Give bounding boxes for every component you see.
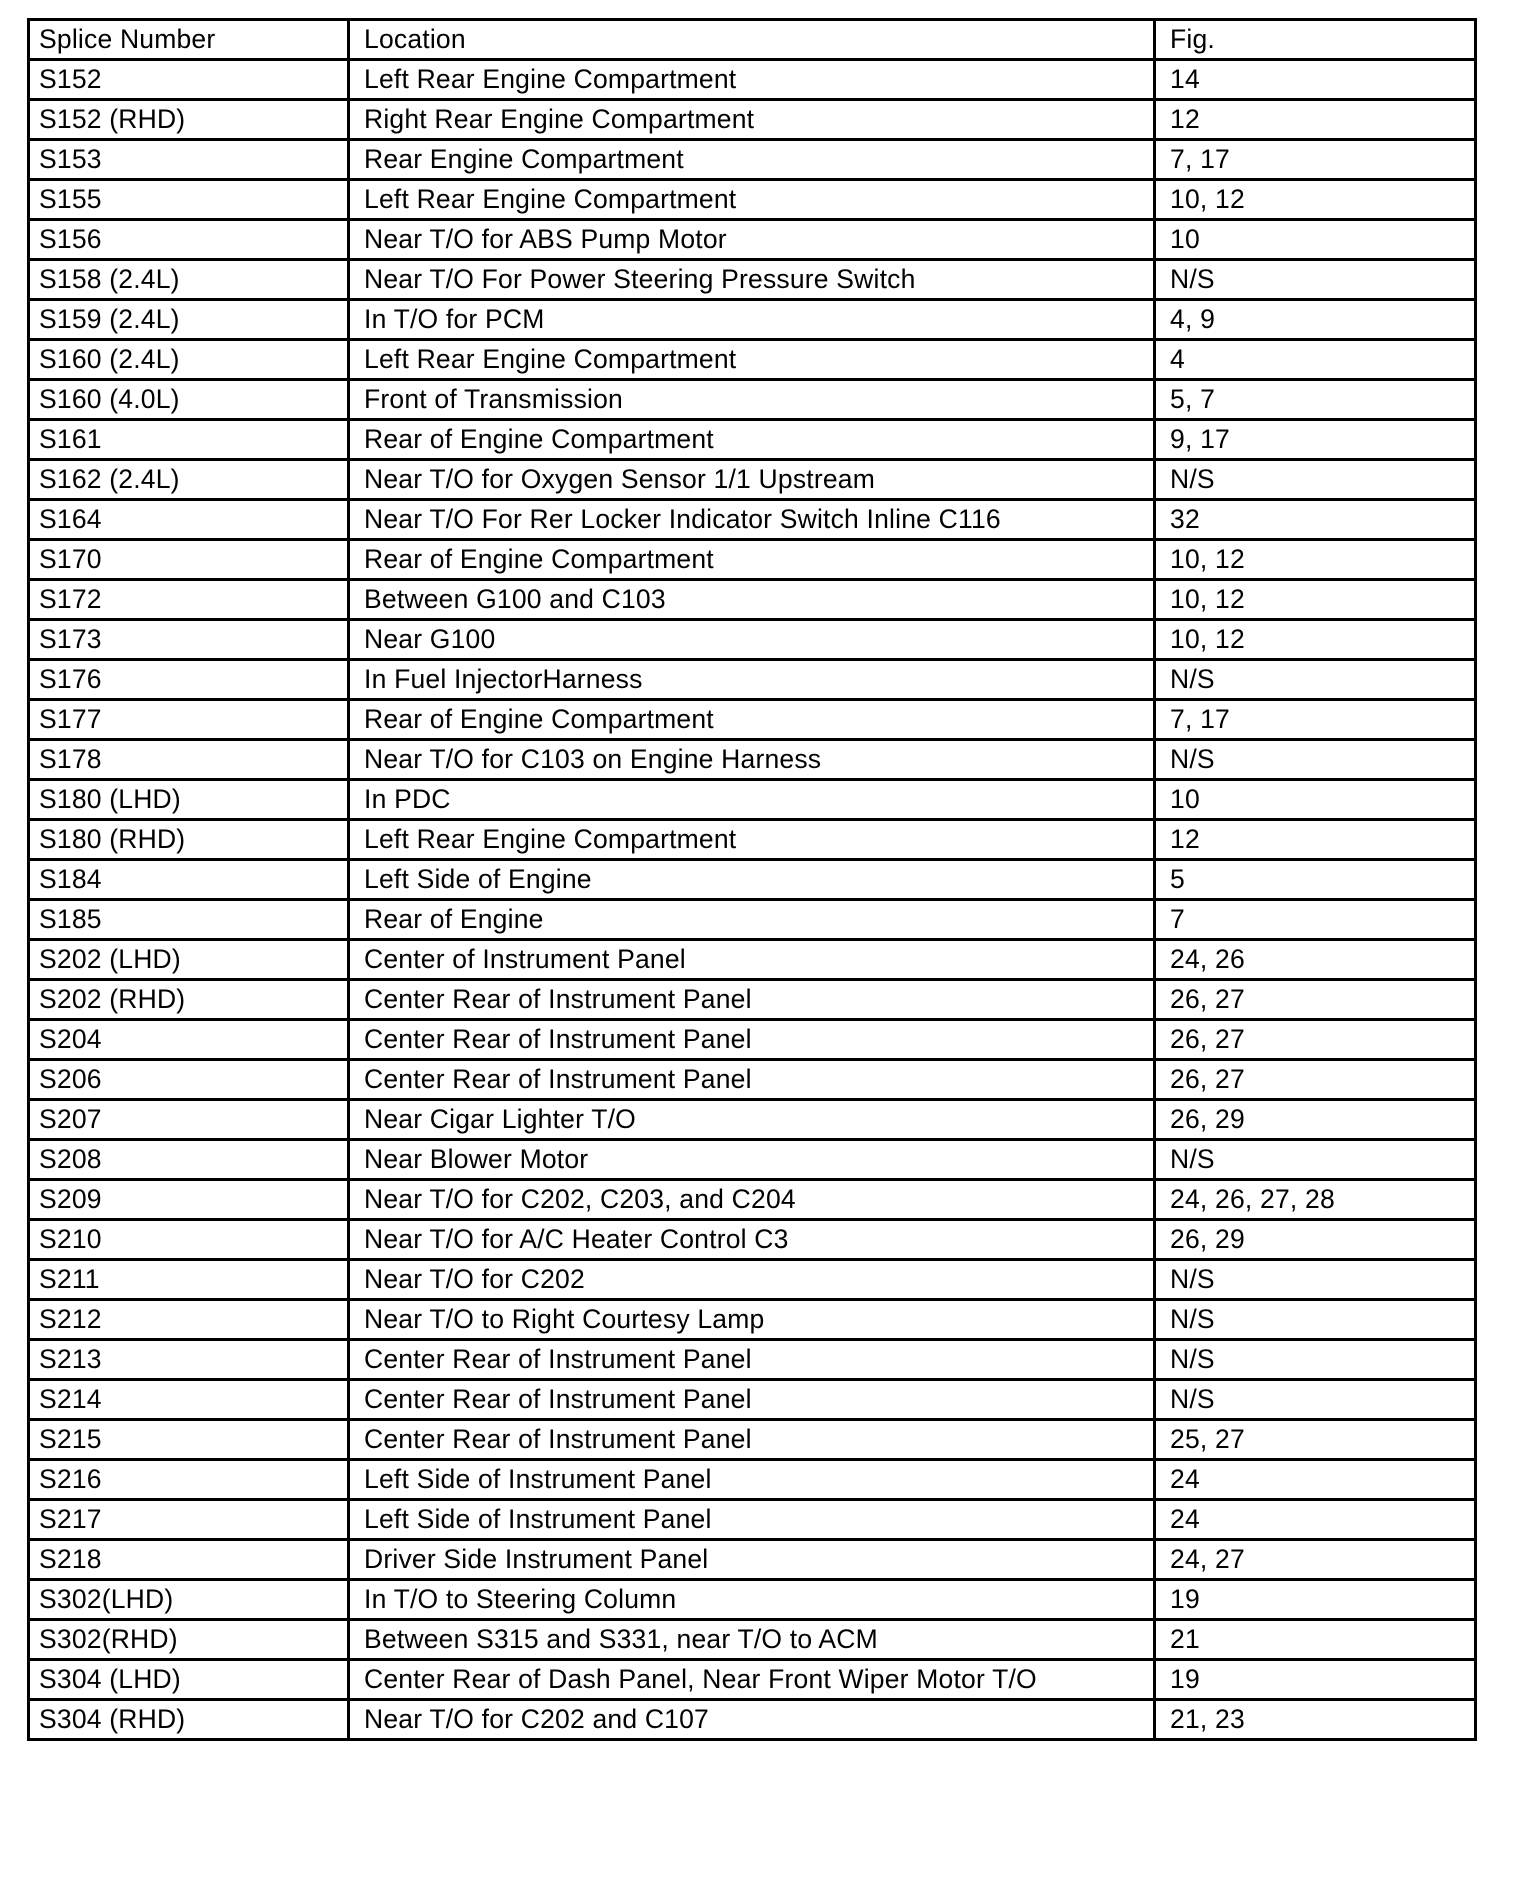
- cell-location: Near T/O for Oxygen Sensor 1/1 Upstream: [349, 460, 1155, 500]
- cell-location: Near T/O for C202 and C107: [349, 1700, 1155, 1740]
- cell-fig: 21: [1155, 1620, 1476, 1660]
- cell-fig: 12: [1155, 100, 1476, 140]
- cell-fig: 24, 26, 27, 28: [1155, 1180, 1476, 1220]
- cell-fig: 10, 12: [1155, 580, 1476, 620]
- header-splice-number: Splice Number: [29, 20, 349, 60]
- table-row: [29, 1460, 1476, 1500]
- cell-location: Center Rear of Instrument Panel: [349, 1380, 1155, 1420]
- cell-location: Near T/O for C103 on Engine Harness: [349, 740, 1155, 780]
- cell-location: Near T/O for A/C Heater Control C3: [349, 1220, 1155, 1260]
- table-row: [29, 340, 1476, 380]
- cell-location: Left Rear Engine Compartment: [349, 340, 1155, 380]
- cell-splice-number: S161: [29, 420, 349, 460]
- table-row: [29, 1620, 1476, 1660]
- cell-location: Near T/O For Rer Locker Indicator Switch Inline C116: [349, 500, 1155, 540]
- cell-splice-number: S214: [29, 1380, 349, 1420]
- cell-splice-number: S177: [29, 700, 349, 740]
- cell-location: Center Rear of Instrument Panel: [349, 1020, 1155, 1060]
- cell-location: Near T/O For Power Steering Pressure Switch: [349, 260, 1155, 300]
- cell-fig: 5, 7: [1155, 380, 1476, 420]
- cell-location: Left Rear Engine Compartment: [349, 180, 1155, 220]
- cell-fig: 10, 12: [1155, 540, 1476, 580]
- table-row: [29, 420, 1476, 460]
- table-row: [29, 1260, 1476, 1300]
- cell-location: In T/O to Steering Column: [349, 1580, 1155, 1620]
- cell-location: Front of Transmission: [349, 380, 1155, 420]
- cell-location: In Fuel InjectorHarness: [349, 660, 1155, 700]
- table-row: [29, 380, 1476, 420]
- cell-fig: 32: [1155, 500, 1476, 540]
- cell-fig: 24, 26: [1155, 940, 1476, 980]
- table-row: [29, 540, 1476, 580]
- table-row: [29, 1020, 1476, 1060]
- header-location: Location: [349, 20, 1155, 60]
- cell-fig: 7, 17: [1155, 700, 1476, 740]
- cell-splice-number: S172: [29, 580, 349, 620]
- cell-splice-number: S170: [29, 540, 349, 580]
- cell-splice-number: S184: [29, 860, 349, 900]
- cell-splice-number: S153: [29, 140, 349, 180]
- cell-location: Driver Side Instrument Panel: [349, 1540, 1155, 1580]
- cell-location: Between G100 and C103: [349, 580, 1155, 620]
- table-row: [29, 740, 1476, 780]
- table-row: [29, 660, 1476, 700]
- cell-splice-number: S162 (2.4L): [29, 460, 349, 500]
- cell-location: Rear of Engine: [349, 900, 1155, 940]
- cell-fig: 24, 27: [1155, 1540, 1476, 1580]
- cell-location: Center Rear of Instrument Panel: [349, 980, 1155, 1020]
- cell-fig: 24: [1155, 1500, 1476, 1540]
- cell-splice-number: S207: [29, 1100, 349, 1140]
- cell-fig: 10: [1155, 780, 1476, 820]
- table-row: [29, 1540, 1476, 1580]
- cell-location: Near G100: [349, 620, 1155, 660]
- cell-location: Between S315 and S331, near T/O to ACM: [349, 1620, 1155, 1660]
- cell-fig: 19: [1155, 1580, 1476, 1620]
- cell-splice-number: S152 (RHD): [29, 100, 349, 140]
- table-body: [29, 60, 1476, 1740]
- cell-splice-number: S173: [29, 620, 349, 660]
- table-row: [29, 300, 1476, 340]
- cell-location: Center Rear of Instrument Panel: [349, 1340, 1155, 1380]
- table-row: [29, 1100, 1476, 1140]
- cell-fig: 10: [1155, 220, 1476, 260]
- table-row: [29, 180, 1476, 220]
- cell-splice-number: S212: [29, 1300, 349, 1340]
- cell-splice-number: S215: [29, 1420, 349, 1460]
- cell-splice-number: S160 (2.4L): [29, 340, 349, 380]
- cell-splice-number: S302(RHD): [29, 1620, 349, 1660]
- cell-fig: 14: [1155, 60, 1476, 100]
- cell-location: In PDC: [349, 780, 1155, 820]
- cell-location: Rear Engine Compartment: [349, 140, 1155, 180]
- cell-fig: 12: [1155, 820, 1476, 860]
- cell-splice-number: S304 (RHD): [29, 1700, 349, 1740]
- cell-fig: 7, 17: [1155, 140, 1476, 180]
- cell-splice-number: S152: [29, 60, 349, 100]
- cell-splice-number: S210: [29, 1220, 349, 1260]
- table-row: [29, 940, 1476, 980]
- cell-splice-number: S209: [29, 1180, 349, 1220]
- table-row: [29, 580, 1476, 620]
- cell-splice-number: S180 (LHD): [29, 780, 349, 820]
- table-row: [29, 1580, 1476, 1620]
- cell-fig: N/S: [1155, 260, 1476, 300]
- cell-splice-number: S216: [29, 1460, 349, 1500]
- cell-location: Center Rear of Instrument Panel: [349, 1420, 1155, 1460]
- cell-location: Near T/O for ABS Pump Motor: [349, 220, 1155, 260]
- table-row: [29, 620, 1476, 660]
- cell-fig: 26, 27: [1155, 1020, 1476, 1060]
- table-header-row: [29, 20, 1476, 60]
- cell-splice-number: S156: [29, 220, 349, 260]
- header-fig: Fig.: [1155, 20, 1476, 60]
- table-row: [29, 1300, 1476, 1340]
- cell-fig: N/S: [1155, 1340, 1476, 1380]
- cell-location: Rear of Engine Compartment: [349, 700, 1155, 740]
- cell-splice-number: S159 (2.4L): [29, 300, 349, 340]
- table-row: [29, 460, 1476, 500]
- table-row: [29, 1380, 1476, 1420]
- cell-fig: 25, 27: [1155, 1420, 1476, 1460]
- cell-splice-number: S180 (RHD): [29, 820, 349, 860]
- cell-location: Rear of Engine Compartment: [349, 540, 1155, 580]
- cell-location: Center of Instrument Panel: [349, 940, 1155, 980]
- table-row: [29, 60, 1476, 100]
- cell-splice-number: S202 (RHD): [29, 980, 349, 1020]
- splice-location-table: [27, 18, 1477, 1741]
- cell-location: Center Rear of Instrument Panel: [349, 1060, 1155, 1100]
- cell-fig: 10, 12: [1155, 620, 1476, 660]
- cell-splice-number: S302(LHD): [29, 1580, 349, 1620]
- cell-location: Near T/O for C202: [349, 1260, 1155, 1300]
- table-row: [29, 1420, 1476, 1460]
- cell-fig: N/S: [1155, 460, 1476, 500]
- table-row: [29, 900, 1476, 940]
- cell-splice-number: S304 (LHD): [29, 1660, 349, 1700]
- cell-fig: 5: [1155, 860, 1476, 900]
- cell-fig: 26, 27: [1155, 980, 1476, 1020]
- table-row: [29, 1220, 1476, 1260]
- cell-location: Near Blower Motor: [349, 1140, 1155, 1180]
- cell-splice-number: S202 (LHD): [29, 940, 349, 980]
- table-row: [29, 140, 1476, 180]
- cell-fig: 26, 29: [1155, 1220, 1476, 1260]
- cell-splice-number: S176: [29, 660, 349, 700]
- cell-splice-number: S164: [29, 500, 349, 540]
- cell-location: Left Side of Instrument Panel: [349, 1460, 1155, 1500]
- cell-fig: N/S: [1155, 1380, 1476, 1420]
- cell-location: Center Rear of Dash Panel, Near Front Wiper Motor T/O: [349, 1660, 1155, 1700]
- cell-fig: 19: [1155, 1660, 1476, 1700]
- table-row: [29, 780, 1476, 820]
- table-row: [29, 1700, 1476, 1740]
- cell-splice-number: S185: [29, 900, 349, 940]
- table-row: [29, 260, 1476, 300]
- table-row: [29, 1660, 1476, 1700]
- cell-splice-number: S211: [29, 1260, 349, 1300]
- cell-fig: 9, 17: [1155, 420, 1476, 460]
- cell-fig: 4: [1155, 340, 1476, 380]
- cell-splice-number: S204: [29, 1020, 349, 1060]
- cell-location: Left Side of Instrument Panel: [349, 1500, 1155, 1540]
- table-row: [29, 1340, 1476, 1380]
- cell-fig: 21, 23: [1155, 1700, 1476, 1740]
- cell-splice-number: S218: [29, 1540, 349, 1580]
- cell-fig: N/S: [1155, 660, 1476, 700]
- table-row: [29, 100, 1476, 140]
- cell-splice-number: S213: [29, 1340, 349, 1380]
- cell-fig: 26, 27: [1155, 1060, 1476, 1100]
- cell-location: Left Rear Engine Compartment: [349, 60, 1155, 100]
- table-row: [29, 500, 1476, 540]
- cell-location: Rear of Engine Compartment: [349, 420, 1155, 460]
- cell-location: Left Side of Engine: [349, 860, 1155, 900]
- cell-location: Left Rear Engine Compartment: [349, 820, 1155, 860]
- table-row: [29, 1060, 1476, 1100]
- cell-splice-number: S208: [29, 1140, 349, 1180]
- cell-fig: N/S: [1155, 1260, 1476, 1300]
- cell-splice-number: S155: [29, 180, 349, 220]
- cell-fig: N/S: [1155, 1300, 1476, 1340]
- cell-location: Near T/O for C202, C203, and C204: [349, 1180, 1155, 1220]
- table-row: [29, 1140, 1476, 1180]
- cell-fig: N/S: [1155, 740, 1476, 780]
- table-row: [29, 860, 1476, 900]
- cell-location: In T/O for PCM: [349, 300, 1155, 340]
- cell-splice-number: S206: [29, 1060, 349, 1100]
- table-row: [29, 220, 1476, 260]
- cell-fig: 4, 9: [1155, 300, 1476, 340]
- cell-splice-number: S217: [29, 1500, 349, 1540]
- cell-fig: 7: [1155, 900, 1476, 940]
- cell-fig: 26, 29: [1155, 1100, 1476, 1140]
- table-row: [29, 820, 1476, 860]
- table-row: [29, 700, 1476, 740]
- cell-fig: 10, 12: [1155, 180, 1476, 220]
- cell-splice-number: S178: [29, 740, 349, 780]
- cell-location: Near T/O to Right Courtesy Lamp: [349, 1300, 1155, 1340]
- cell-fig: N/S: [1155, 1140, 1476, 1180]
- table-row: [29, 980, 1476, 1020]
- cell-location: Right Rear Engine Compartment: [349, 100, 1155, 140]
- cell-location: Near Cigar Lighter T/O: [349, 1100, 1155, 1140]
- cell-splice-number: S158 (2.4L): [29, 260, 349, 300]
- table-row: [29, 1180, 1476, 1220]
- cell-splice-number: S160 (4.0L): [29, 380, 349, 420]
- cell-fig: 24: [1155, 1460, 1476, 1500]
- table-row: [29, 1500, 1476, 1540]
